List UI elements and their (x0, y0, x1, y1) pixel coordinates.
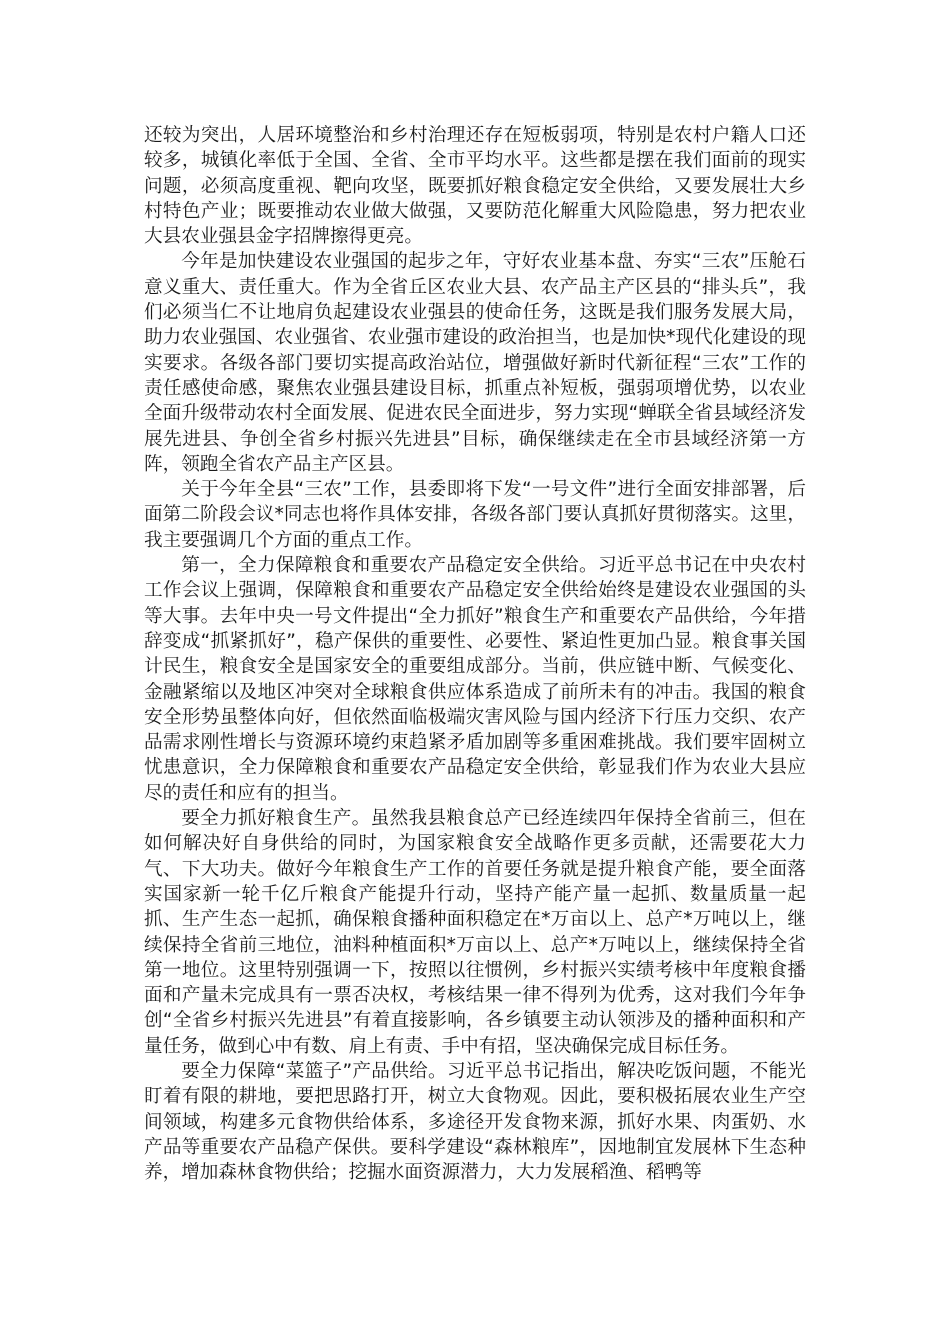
paragraph-agricultural-power: 今年是加快建设农业强国的起步之年，守好农业基本盘、夯实“三农”压舱石意义重大、责任重大。作为全省丘区农业大县、农产品主产区县的“排头兵”，我们必须当仁不让地肩负起建设农业强县的使命任务，这既是我们服务发展大局，助力农业强国、农业强省、农业强市建设的政治担当，也是加快*现代化建设的现实要求。各级各部门要切实提高政治站位，增强做好新时代新征程“三农”工作的责任感使命感，聚焦农业强县建设目标，抓重点补短板，强弱项增优势，以农业全面升级带动农村全面发展、促进农民全面进步，努力实现“蝉联全省县域经济发展先进县、争创全省乡村振兴先进县”目标，确保继续走在全市县域经济第一方阵，领跑全省农产品主产区县。 (144, 251, 806, 475)
paragraph-no1-document: 关于今年全县“三农”工作，县委即将下发“一号文件”进行全面安排部署，后面第二阶段会议*同志也将作具体安排，各级各部门要认真抓好贯彻落实。这里，我主要强调几个方面的重点工作。 (144, 479, 806, 551)
document-body (144, 123, 806, 1185)
paragraph-vegetable-basket: 要全力保障“菜篮子”产品供给。习近平总书记指出，解决吃饭问题，不能光盯着有限的耕地，要把思路打开，树立大食物观。因此，要积极拓展农业生产空间领域，构建多元食物供给体系，多途径开发食物来源，抓好水果、肉蛋奶、水产品等重要农产品稳产保供。要科学建设“森林粮库”，因地制宜发展林下生态种养，增加森林食物供给；挖掘水面资源潜力，大力发展稻渔、稻鸭等 (144, 1060, 806, 1184)
paragraph-continuation: 还较为突出，人居环境整治和乡村治理还存在短板弱项，特别是农村户籍人口还较多，城镇化率低于全国、全省、全市平均水平。这些都是摆在我们面前的现实问题，必须高度重视、靶向攻坚，既要抓好粮食稳定安全供给，又要发展壮大乡村特色产业；既要推动农业做大做强，又要防范化解重大风险隐患，努力把农业大县农业强县金字招牌擦得更亮。 (144, 125, 806, 248)
paragraph-point-one: 第一，全力保障粮食和重要农产品稳定安全供给。习近平总书记在中央农村工作会议上强调，保障粮食和重要农产品稳定安全供给始终是建设农业强国的头等大事。去年中央一号文件提出“全力抓好”粮食生产和重要农产品供给，今年措辞变成“抓紧抓好”，稳产保供的重要性、必要性、紧迫性更加凸显。粮食事关国计民生，粮食安全是国家安全的重要组成部分。当前，供应链中断、气候变化、金融紧缩以及地区冲突对全球粮食供应体系造成了前所未有的冲击。我国的粮食安全形势虽整体向好，但依然面临极端灾害风险与国内经济下行压力交织、农产品需求刚性增长与资源环境约束趋紧矛盾加剧等多重困难挑战。我们要牢固树立忧患意识，全力保障粮食和重要农产品稳定安全供给，彰显我们作为农业大县应尽的责任和应有的担当。 (144, 555, 806, 804)
paragraph-grain-production: 要全力抓好粮食生产。虽然我县粮食总产已经连续四年保持全省前三，但在如何解决好自身供给的同时，为国家粮食安全战略作更多贡献，还需要花大力气、下大功夫。做好今年粮食生产工作的首要任务就是提升粮食产能，要全面落实国家新一轮千亿斤粮食产能提升行动，坚持产能产量一起抓、数量质量一起抓、生产生态一起抓，确保粮食播种面积稳定在*万亩以上、总产*万吨以上，继续保持全省前三地位，油料种植面积*万亩以上、总产*万吨以上，继续保持全省第一地位。这里特别强调一下，按照以往惯例，乡村振兴实绩考核中年度粮食播面和产量未完成具有一票否决权，考核结果一律不得列为优秀，这对我们今年争创“全省乡村振兴先进县”有着直接影响，各乡镇要主动认领涉及的播种面积和产量任务，做到心中有数、肩上有责、手中有招，坚决确保完成目标任务。 (144, 808, 806, 1057)
